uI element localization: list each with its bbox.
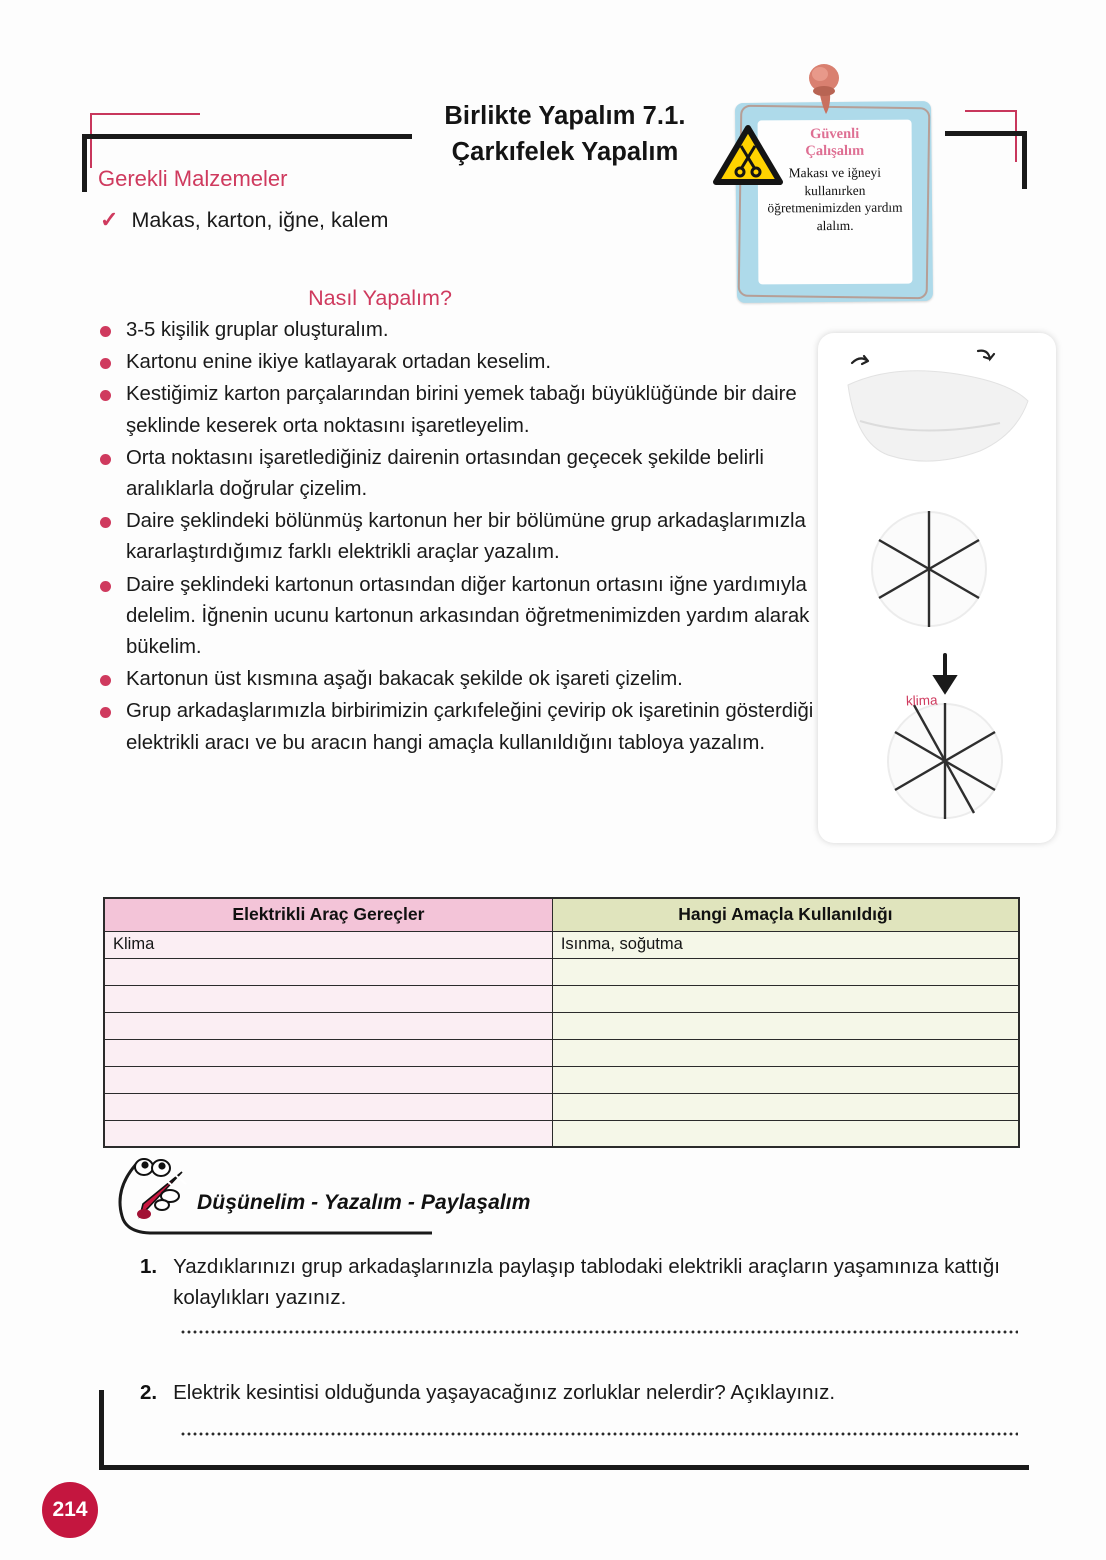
table-row	[104, 931, 1019, 958]
materials-list	[100, 207, 388, 233]
top-left-bracket-horizontal	[82, 134, 412, 139]
table-cell-purpose[interactable]	[552, 1012, 1019, 1039]
bullet-icon	[100, 454, 111, 465]
top-left-pink-line-horizontal	[90, 113, 200, 115]
step-text: Kestiğimiz karton parçalarından birini yemek tabağı büyüklüğünde bir daire şeklinde keserek orta noktasını işaretleyelim.	[126, 383, 797, 437]
reflect-heading-block	[112, 1158, 612, 1246]
table-row	[104, 985, 1019, 1012]
table-cell-device[interactable]	[104, 985, 552, 1012]
table-cell-purpose[interactable]	[552, 1066, 1019, 1093]
folded-cardboard-photo	[830, 343, 1044, 493]
pencil-with-eyes-icon	[124, 1156, 202, 1222]
bullet-icon	[100, 707, 111, 718]
step-text: Daire şeklindeki kartonun ortasından diğer kartonun ortasını iğne yardımıyla delelim. İğnenin ucunu kartonun arkasından öğretmenimizden yardım alarak bükelim.	[126, 573, 810, 659]
list-item	[100, 696, 830, 758]
top-right-bracket-vertical	[1022, 131, 1027, 189]
push-pin-icon	[802, 62, 846, 118]
table-row	[104, 1012, 1019, 1039]
safety-title-line-1: Güvenli	[810, 125, 860, 143]
check-icon: ✓	[100, 207, 119, 232]
step-text: Orta noktasını işaretlediğiniz dairenin ortasından geçecek şekilde belirli aralıklarla doğrular çizelim.	[126, 446, 764, 501]
list-item	[100, 379, 830, 441]
bottom-left-bracket-vertical	[99, 1390, 104, 1470]
table-header-cell: Elektrikli Araç Gereçler	[104, 898, 552, 931]
question-1	[140, 1252, 1028, 1313]
list-item	[100, 664, 830, 695]
question-text: Yazdıklarınızı grup arkadaşlarınızla paylaşıp tablodaki elektrikli araçların yaşamınıza kattığı kolaylıkları yazınız.	[173, 1255, 1000, 1309]
table-row	[104, 1120, 1019, 1147]
step-text: Kartonun üst kısmına aşağı bakacak şekilde ok işareti çizelim.	[126, 668, 683, 691]
top-left-bracket-vertical	[82, 134, 87, 192]
question-2	[140, 1378, 1028, 1409]
step-text: Grup arkadaşlarımızla birbirimizin çarkıfeleğini çevirip ok işaretinin gösterdiği elektrikli aracı ve bu aracın hangi amaçla kullanıldığını tabloya yazalım.	[126, 700, 814, 754]
top-left-pink-line-vertical	[90, 113, 92, 168]
question-text: Elektrik kesintisi olduğunda yaşayacağınız zorluklar nelerdir? Açıklayınız.	[173, 1381, 836, 1404]
table-cell-device[interactable]	[104, 1093, 552, 1120]
bullet-icon	[100, 675, 111, 686]
list-item	[100, 347, 830, 378]
page-number-badge: 214	[42, 1482, 98, 1538]
bottom-left-bracket-horizontal	[99, 1465, 1029, 1470]
question-number: 2.	[140, 1381, 158, 1404]
list-item	[100, 506, 830, 568]
bullet-icon	[100, 390, 111, 401]
answer-line-2[interactable]	[180, 1432, 1018, 1436]
step-text: 3-5 kişilik gruplar oluşturalım.	[126, 319, 389, 341]
top-right-bracket-horizontal	[945, 131, 1027, 136]
spinner-wheel-icon	[854, 499, 1004, 639]
step-text: Kartonu enine ikiye katlayarak ortadan keselim.	[126, 351, 551, 374]
scissors-warning-triangle-icon	[712, 124, 784, 188]
table-cell-device[interactable]	[104, 1012, 552, 1039]
table-header-cell: Hangi Amaçla Kullanıldığı	[552, 898, 1019, 931]
table-cell-device[interactable]	[104, 1039, 552, 1066]
table-header-row	[104, 898, 1019, 931]
bullet-icon	[100, 326, 111, 337]
page-title	[400, 98, 730, 170]
howto-steps-list	[100, 315, 830, 760]
reflect-heading-text: Düşünelim - Yazalım - Paylaşalım	[197, 1191, 531, 1214]
bullet-icon	[100, 358, 111, 369]
table-cell-purpose[interactable]	[552, 1039, 1019, 1066]
title-line-2: Çarkıfelek Yapalım	[451, 138, 679, 166]
table-cell-device[interactable]: Klima	[104, 931, 552, 958]
devices-table	[103, 897, 1020, 1148]
table-row	[104, 958, 1019, 985]
spinner-wheel-with-arrow-icon	[870, 653, 1020, 828]
table-cell-purpose[interactable]	[552, 1093, 1019, 1120]
answer-line-1[interactable]	[180, 1330, 1018, 1334]
table-cell-purpose[interactable]	[552, 958, 1019, 985]
illustration-panel	[818, 333, 1056, 843]
safety-title-line-2: Çalışalım	[805, 142, 865, 160]
table-cell-purpose[interactable]	[552, 1120, 1019, 1147]
table-row	[104, 1093, 1019, 1120]
list-item	[100, 570, 830, 664]
bullet-icon	[100, 581, 111, 592]
list-item	[100, 315, 830, 346]
step-text: Daire şeklindeki bölünmüş kartonun her bir bölümüne grup arkadaşlarımızla kararlaştırdığımız farklı elektrikli araçlar yazalım.	[126, 510, 806, 564]
bullet-icon	[100, 517, 111, 528]
top-right-pink-line-vertical	[1015, 110, 1017, 162]
table-row	[104, 1066, 1019, 1093]
title-line-1: Birlikte Yapalım 7.1.	[444, 102, 686, 130]
safety-note-card	[724, 62, 942, 310]
table-cell-purpose[interactable]: Isınma, soğutma	[552, 931, 1019, 958]
wheel-segment-label: klima	[905, 692, 938, 709]
howto-heading: Nasıl Yapalım?	[308, 286, 452, 310]
table-row	[104, 1039, 1019, 1066]
list-item	[100, 443, 830, 505]
table-cell-device[interactable]	[104, 958, 552, 985]
materials-heading: Gerekli Malzemeler	[98, 166, 288, 191]
question-number: 1.	[140, 1255, 158, 1278]
materials-item: Makas, karton, iğne, kalem	[131, 208, 389, 232]
safety-body-text: Makası ve iğneyi kullanırken öğretmenimizden yardım alalım.	[767, 164, 903, 233]
table-cell-device[interactable]	[104, 1120, 552, 1147]
top-right-pink-line-horizontal	[965, 110, 1017, 112]
table-cell-purpose[interactable]	[552, 985, 1019, 1012]
table-cell-device[interactable]	[104, 1066, 552, 1093]
